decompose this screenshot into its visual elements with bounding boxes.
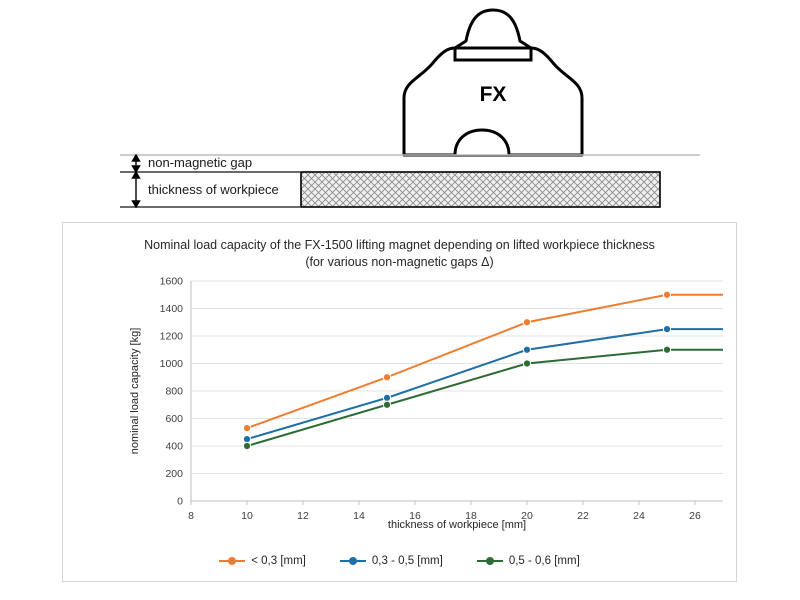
y-tick-label: 400 (165, 440, 183, 453)
y-tick-label: 600 (165, 413, 183, 425)
x-tick-label: 16 (409, 510, 421, 522)
legend-swatch-icon (477, 560, 503, 562)
y-tick-label: 1400 (159, 303, 183, 315)
x-tick-label: 24 (633, 510, 645, 522)
y-tick-label: 200 (165, 468, 183, 480)
gap-dimension-arrow (133, 155, 140, 172)
chart-title-line1: Nominal load capacity of the FX-1500 lifting magnet depending on lifted workpiece thickness (144, 238, 655, 252)
x-tick-label: 20 (521, 510, 533, 522)
x-tick-label: 18 (465, 510, 477, 522)
y-axis-title: nominal load capacity [kg] (129, 327, 141, 455)
magnet-diagram (0, 0, 800, 218)
legend-label: < 0,3 [mm] (251, 555, 306, 567)
x-tick-label: 14 (353, 510, 365, 522)
data-point (523, 360, 530, 367)
data-point (383, 401, 390, 408)
data-point (243, 442, 250, 449)
x-tick-label: 22 (577, 510, 589, 522)
gridlines (191, 281, 723, 474)
workpiece-rect (301, 172, 660, 207)
x-axis-title: thickness of workpiece [mm] (387, 519, 527, 531)
legend-label: 0,5 - 0,6 [mm] (508, 555, 580, 567)
data-point (243, 436, 250, 443)
thickness-dimension-arrow (133, 172, 140, 207)
magnet-fx-label: FX (479, 83, 507, 106)
legend-item-0[interactable] (219, 555, 306, 567)
data-point (663, 291, 670, 298)
y-tick-label: 1200 (159, 330, 183, 343)
legend-item-1[interactable] (340, 555, 443, 567)
y-tick-label: 800 (165, 385, 183, 398)
y-tick-labels (160, 276, 184, 508)
legend-label: 0,3 - 0,5 [mm] (371, 555, 443, 567)
gap-label: non-magnetic gap (148, 155, 253, 170)
legend-swatch-icon (340, 560, 366, 562)
y-tick-label: 0 (177, 495, 183, 508)
chart-panel (62, 222, 737, 582)
data-point (663, 346, 670, 353)
chart-subtitle: (for various non-magnetic gaps Δ) (305, 255, 494, 269)
legend-swatch-icon (219, 560, 245, 562)
x-tick-label: 12 (297, 510, 309, 522)
data-point (383, 374, 390, 381)
chart-legend (63, 555, 736, 567)
data-point (383, 394, 390, 401)
series-group (243, 291, 723, 449)
plot-area (63, 223, 736, 581)
series-line-0 (247, 295, 723, 428)
series-line-1 (247, 329, 723, 439)
legend-item-2[interactable] (477, 555, 580, 567)
data-point (243, 425, 250, 432)
thickness-label: thickness of workpiece (148, 182, 279, 197)
x-tick-label: 26 (689, 510, 701, 522)
x-tick-label: 10 (241, 510, 253, 522)
y-tick-label: 1600 (159, 275, 183, 288)
data-point (663, 326, 670, 333)
data-point (523, 346, 530, 353)
data-point (523, 319, 530, 326)
x-tick-label: 8 (188, 510, 194, 522)
y-tick-label: 1000 (159, 358, 183, 370)
